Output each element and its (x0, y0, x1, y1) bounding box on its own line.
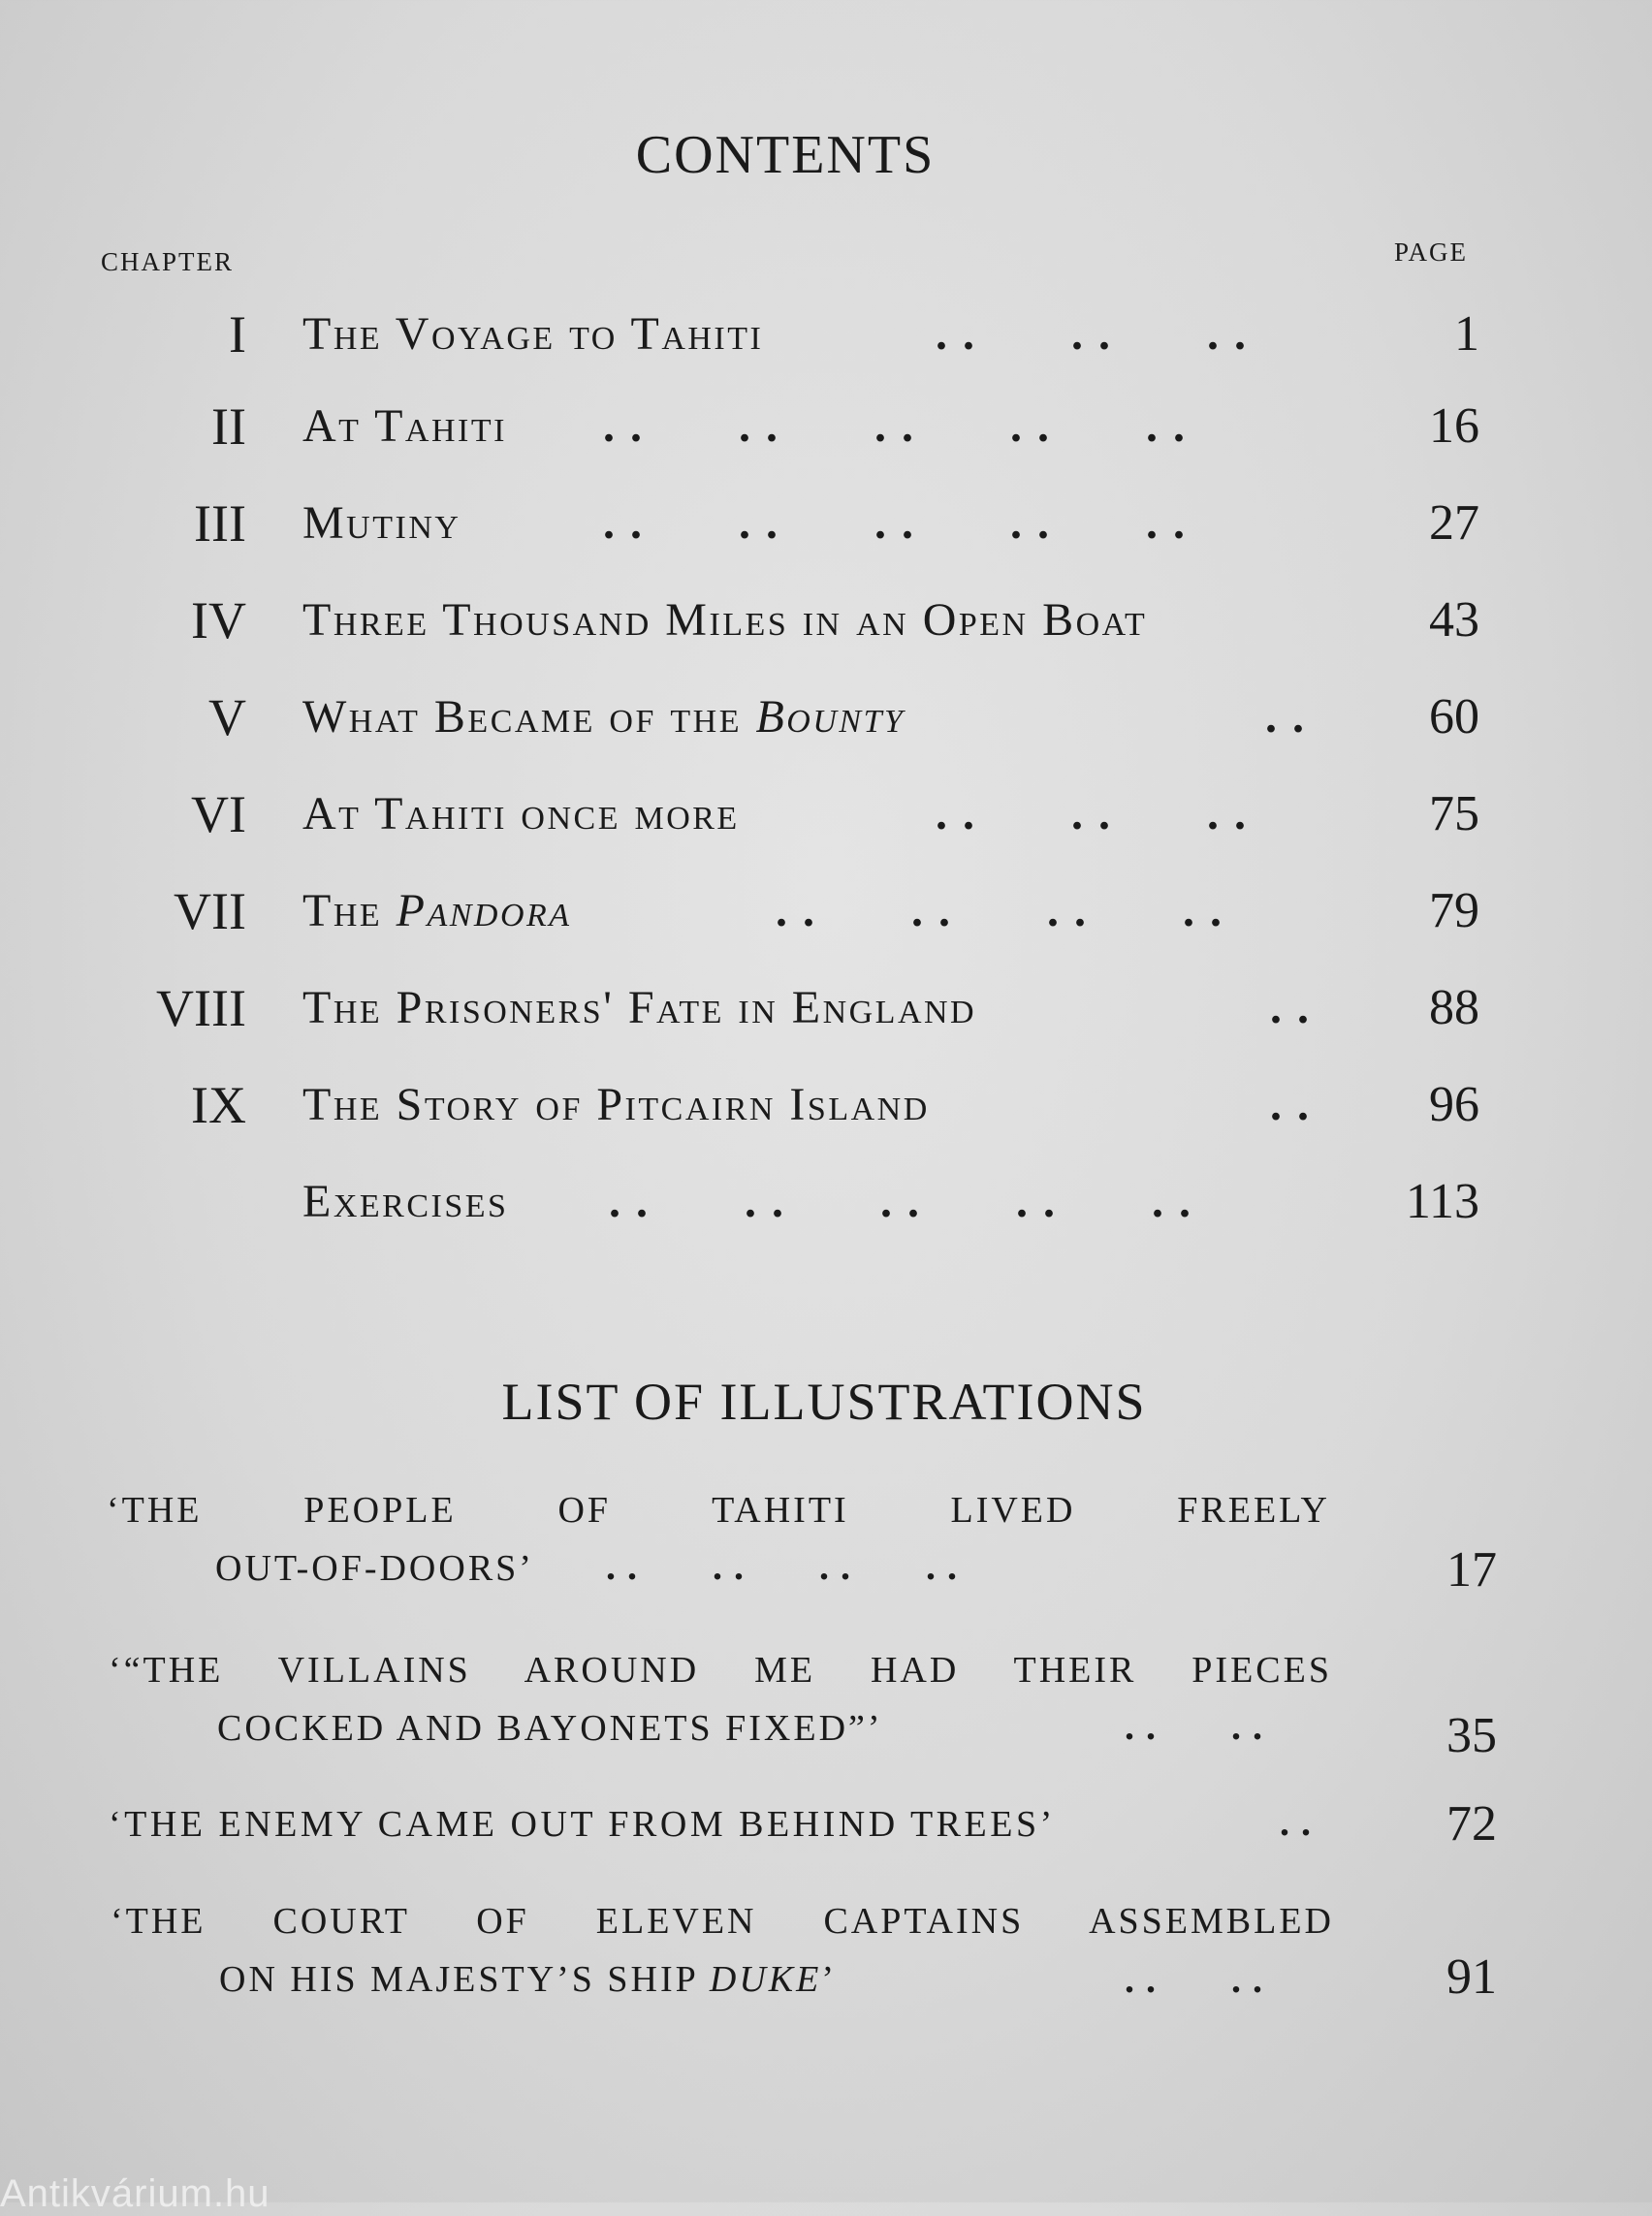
chapter-title (302, 683, 905, 751)
ship-name-italic: DUKE (709, 1959, 822, 2000)
page-number: 88 (1429, 980, 1479, 1035)
chapter-number: V (208, 688, 246, 746)
page-number: 96 (1429, 1077, 1479, 1132)
chapter-number: III (194, 494, 246, 553)
dot-leaders: .. .. .. (936, 788, 1261, 839)
toc-row (0, 1071, 1652, 1139)
dot-leaders: .. (1280, 1800, 1322, 1844)
illustration-caption-line: ‘THE COURT OF ELEVEN CAPTAINS ASSEMBLED (111, 1901, 1334, 1942)
chapter-number: VIII (156, 979, 246, 1037)
dot-leaders: .. (1270, 982, 1324, 1033)
dot-leaders: .. .. (1125, 1957, 1274, 2001)
dot-leaders: .. .. .. .. (606, 1544, 969, 1588)
dot-leaders: .. (1265, 691, 1319, 743)
illustration-caption-line: ‘THE ENEMY CAME OUT FROM BEHIND TREES’ (109, 1804, 1056, 1845)
page-number: 1 (1454, 306, 1479, 362)
toc-row (0, 877, 1652, 945)
dot-leaders: .. .. .. .. .. (603, 497, 1200, 549)
illustration-caption-line: ‘THE PEOPLE OF TAHITI LIVED FREELY (107, 1490, 1330, 1531)
watermark: Antikvárium.hu (0, 2172, 270, 2215)
chapter-title: The Story of Pitcairn Island (302, 1079, 930, 1130)
toc-row (0, 490, 1652, 557)
toc-row (0, 301, 1652, 368)
toc-row (0, 393, 1652, 460)
chapter-number: IV (191, 591, 246, 649)
toc-row (0, 683, 1652, 751)
page-number: 113 (1405, 1174, 1479, 1229)
page-number: 60 (1429, 689, 1479, 744)
dot-leaders: .. (1270, 1079, 1324, 1130)
toc-row (0, 974, 1652, 1042)
toc-row (0, 1168, 1652, 1236)
dot-leaders: .. .. .. .. .. (603, 400, 1200, 452)
page-number: 17 (1446, 1542, 1497, 1598)
page-number: 35 (1446, 1708, 1497, 1763)
dot-leaders: .. .. .. (936, 308, 1261, 360)
chapter-title: The Voyage to Tahiti (302, 308, 764, 360)
caption-text: ’ (821, 1959, 837, 2000)
chapter-title: At Tahiti (302, 400, 507, 452)
caption-text: ON HIS MAJESTY’S SHIP (219, 1959, 710, 2000)
chapter-number: II (211, 397, 246, 456)
toc-row (0, 586, 1652, 654)
illustration-caption-line: OUT-OF-DOORS’ (215, 1548, 534, 1589)
toc-row (0, 780, 1652, 848)
page-number: 16 (1429, 398, 1479, 454)
page-column-label: PAGE (1393, 237, 1468, 267)
illustration-caption-line: COCKED AND BAYONETS FIXED”’ (217, 1708, 883, 1749)
ship-name-italic: Bounty (755, 691, 905, 743)
illustration-caption-line (219, 1958, 837, 2001)
chapter-number: VI (191, 785, 246, 843)
chapter-number: IX (191, 1076, 246, 1134)
page-number: 91 (1446, 1949, 1497, 2005)
chapter-title: At Tahiti once more (302, 788, 740, 839)
page-number: 79 (1429, 883, 1479, 938)
illustration-caption-line: ‘“THE VILLAINS AROUND ME HAD THEIR PIECES (109, 1650, 1332, 1691)
chapter-column-label: CHAPTER (101, 247, 235, 276)
chapter-number: VII (174, 882, 246, 940)
dot-leaders: .. .. .. .. (776, 885, 1237, 936)
contents-heading: CONTENTS (635, 125, 936, 185)
chapter-title: Mutiny (302, 497, 461, 549)
chapter-title: Exercises (302, 1176, 509, 1227)
chapter-title-text: What Became of the (302, 691, 756, 743)
dot-leaders: .. .. .. .. .. (609, 1176, 1206, 1227)
chapter-title (302, 877, 572, 945)
illustrations-heading: LIST OF ILLUSTRATIONS (501, 1373, 1147, 1431)
page-number: 72 (1446, 1796, 1497, 1852)
dot-leaders: .. .. (1125, 1704, 1274, 1748)
chapter-title: The Prisoners' Fate in England (302, 982, 977, 1033)
ship-name-italic: Pandora (396, 885, 572, 936)
page-number: 43 (1429, 592, 1479, 648)
chapter-title-text: The (302, 885, 397, 936)
page-number: 27 (1429, 495, 1479, 551)
chapter-title: Three Thousand Miles in an Open Boat (302, 594, 1148, 646)
page-number: 75 (1429, 786, 1479, 841)
chapter-number: I (229, 305, 246, 364)
